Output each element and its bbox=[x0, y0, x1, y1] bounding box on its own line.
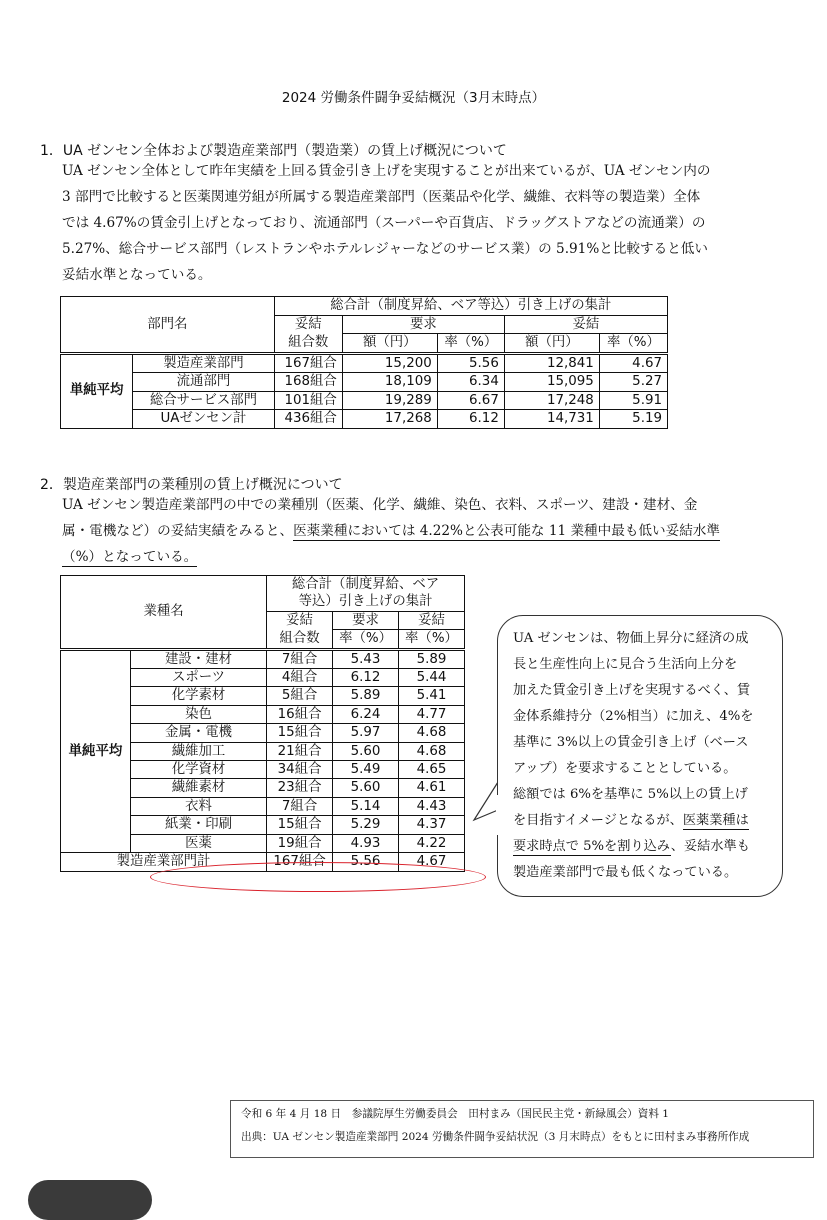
table-cell-req-rate: 6.34 bbox=[437, 373, 504, 392]
callout-line: アップ）を要求することとしている。 bbox=[513, 761, 737, 776]
table-cell-req-rate: 5.14 bbox=[333, 797, 399, 815]
highlight-ellipse bbox=[150, 862, 486, 892]
table-cell-set-rate: 4.77 bbox=[399, 705, 465, 723]
group-label: 単純平均 bbox=[61, 649, 131, 852]
table-cell-industry-highlight: 医薬 bbox=[130, 834, 266, 852]
section2-line3-underlined: （%）となっている。 bbox=[62, 549, 198, 565]
table-cell-dept: 総合サービス部門 bbox=[133, 391, 274, 410]
section2-line2-plain: 属・電機など）の妥結実績をみると、 bbox=[62, 523, 294, 539]
section1-paragraph bbox=[62, 158, 710, 288]
table-cell-count: 101組合 bbox=[274, 391, 342, 410]
settled-rate-header: 率（%） bbox=[399, 630, 465, 649]
request-header: 要求 bbox=[342, 315, 504, 334]
section2-line: UA ゼンセン製造産業部門の中での業種別（医薬、化学、繊維、染色、衣料、スポーツ、建設・建材、金 bbox=[62, 497, 698, 513]
callout-line8-underlined: 医薬業種は bbox=[682, 813, 749, 828]
table-cell-count: 23組合 bbox=[267, 779, 333, 797]
table-cell-set-rate: 5.44 bbox=[399, 669, 465, 687]
union-count-header: 組合数 bbox=[267, 630, 333, 649]
section2-line2-underlined: 医薬業種においては 4.22%と公表可能な 11 業種中最も低い妥結水準 bbox=[293, 523, 720, 539]
industry-table bbox=[60, 575, 465, 872]
total-count: 167組合 bbox=[267, 853, 333, 871]
table-cell-set-rate: 5.91 bbox=[599, 391, 667, 410]
table-cell-set-rate: 5.27 bbox=[599, 373, 667, 392]
request-amount-header: 額（円） bbox=[342, 334, 437, 354]
table-cell-count: 4組合 bbox=[267, 669, 333, 687]
table-cell-count: 21組合 bbox=[267, 742, 333, 760]
table-cell-set-rate: 5.19 bbox=[599, 410, 667, 429]
callout-text bbox=[513, 626, 773, 886]
table-cell-count: 168組合 bbox=[274, 373, 342, 392]
table-cell-set-rate: 5.41 bbox=[399, 687, 465, 705]
table-cell-count: 436組合 bbox=[274, 410, 342, 429]
industry-name-header: 業種名 bbox=[61, 576, 267, 650]
callout-line bbox=[513, 834, 773, 860]
department-summary-table bbox=[60, 296, 668, 429]
table-cell-req-amount: 15,200 bbox=[342, 353, 437, 373]
table-cell-req-rate: 6.67 bbox=[437, 391, 504, 410]
table2-group-header-2: 等込）引き上げの集計 bbox=[267, 593, 465, 611]
table-cell-req-rate: 5.56 bbox=[437, 353, 504, 373]
section2-heading: 2．製造産業部門の業種別の賃上げ概況について bbox=[40, 477, 343, 493]
table-cell-count: 19組合 bbox=[267, 834, 333, 852]
table-cell-set-amount: 14,731 bbox=[504, 410, 599, 429]
group-label: 単純平均 bbox=[61, 353, 133, 428]
callout-pointer-mask bbox=[490, 795, 502, 835]
table-cell-req-amount: 18,109 bbox=[342, 373, 437, 392]
settled-count-header: 妥結 bbox=[274, 315, 342, 334]
table-cell-industry: 化学素材 bbox=[130, 687, 266, 705]
table-cell-industry: スポーツ bbox=[130, 669, 266, 687]
section1-line: 3 部門で比較すると医薬関連労組が所属する製造産業部門（医薬品や化学、繊維、衣料等の製造業）全体 bbox=[62, 189, 701, 205]
table-cell-req-amount: 17,268 bbox=[342, 410, 437, 429]
callout-line9-plain: 、妥結水準も bbox=[670, 839, 750, 854]
settled-amount-header: 額（円） bbox=[504, 334, 599, 354]
table-cell-industry: 化学資材 bbox=[130, 761, 266, 779]
table-cell-req-rate: 5.60 bbox=[333, 742, 399, 760]
footer-box bbox=[230, 1100, 814, 1158]
table-cell-req-rate: 6.24 bbox=[333, 705, 399, 723]
section1-heading: 1．UA ゼンセン全体および製造産業部門（製造業）の賃上げ概況について bbox=[40, 143, 507, 159]
table-cell-set-amount: 17,248 bbox=[504, 391, 599, 410]
table-cell-set-rate: 4.67 bbox=[599, 353, 667, 373]
table-cell-set-amount: 12,841 bbox=[504, 353, 599, 373]
callout-line9-underlined: 要求時点で 5%を割り込み bbox=[513, 839, 671, 854]
callout-line: UA ゼンセンは、物価上昇分に経済の成 bbox=[513, 631, 749, 646]
request-rate-header: 率（%） bbox=[437, 334, 504, 354]
table-cell-count: 5組合 bbox=[267, 687, 333, 705]
table-cell-dept: UAゼンセン計 bbox=[133, 410, 274, 429]
table-cell-count: 7組合 bbox=[267, 797, 333, 815]
table-cell-count: 167組合 bbox=[274, 353, 342, 373]
request-rate-header: 率（%） bbox=[333, 630, 399, 649]
table-cell-set-rate: 4.68 bbox=[399, 742, 465, 760]
table-cell-industry: 金属・電機 bbox=[130, 724, 266, 742]
total-row-label: 製造産業部門計 bbox=[61, 853, 267, 871]
callout-line: 金体系維持分（2%相当）に加え、4%を bbox=[513, 709, 754, 724]
callout-line: 基準に 3%以上の賃金引き上げ（ベース bbox=[513, 735, 749, 750]
table-cell-count: 7組合 bbox=[267, 649, 333, 668]
table-cell-set-amount: 15,095 bbox=[504, 373, 599, 392]
settled-rate-header: 率（%） bbox=[599, 334, 667, 354]
footer-line: 出典：UA ゼンセン製造産業部門 2024 労働条件闘争妥結状況（3 月末時点）をもとに田村まみ事務所作成 bbox=[241, 1131, 750, 1143]
settled-header: 妥結 bbox=[504, 315, 667, 334]
total-set-rate: 4.67 bbox=[399, 853, 465, 871]
table-cell-req-rate: 6.12 bbox=[437, 410, 504, 429]
table-cell-industry: 建設・建材 bbox=[130, 649, 266, 668]
table-cell-dept: 製造産業部門 bbox=[133, 353, 274, 373]
section2-line bbox=[62, 544, 720, 570]
callout-line bbox=[513, 808, 773, 834]
table-cell-set-rate: 4.65 bbox=[399, 761, 465, 779]
table-cell-count: 34組合 bbox=[267, 761, 333, 779]
section2-paragraph bbox=[62, 492, 720, 570]
dept-name-header: 部門名 bbox=[61, 297, 275, 354]
callout-line: 加えた賃金引き上げを実現するべく、賃 bbox=[513, 683, 751, 698]
table-cell-req-rate: 5.43 bbox=[333, 649, 399, 668]
table-cell-set-rate: 4.43 bbox=[399, 797, 465, 815]
table-cell-industry: 繊維加工 bbox=[130, 742, 266, 760]
footer-line: 令和 6 年 4 月 18 日 参議院厚生労働委員会 田村まみ（国民民主党・新緑風会）資料 1 bbox=[241, 1108, 670, 1120]
table-cell-set-rate: 4.22 bbox=[399, 834, 465, 852]
table-cell-req-rate: 5.89 bbox=[333, 687, 399, 705]
table-cell-set-rate: 5.89 bbox=[399, 649, 465, 668]
section2-line bbox=[62, 518, 720, 544]
table1-group-header: 総合計（制度昇給、ベア等込）引き上げの集計 bbox=[274, 297, 667, 316]
table-cell-req-amount: 19,289 bbox=[342, 391, 437, 410]
callout-line: 製造産業部門で最も低くなっている。 bbox=[513, 865, 738, 880]
section1-line: 5.27%、総合サービス部門（レストランやホテルレジャーなどのサービス業）の 5.91%と比較すると低い bbox=[62, 241, 708, 257]
scroll-overlay bbox=[28, 1180, 152, 1220]
table-cell-dept: 流通部門 bbox=[133, 373, 274, 392]
page-title: 2024 労働条件闘争妥結概況（3月末時点） bbox=[281, 90, 546, 106]
section1-line: では 4.67%の賃金引上げとなっており、流通部門（スーパーや百貨店、ドラッグストアなどの流通業）の bbox=[62, 215, 706, 231]
table-cell-count: 15組合 bbox=[267, 724, 333, 742]
table-cell-industry: 繊維素材 bbox=[130, 779, 266, 797]
table-cell-req-rate: 5.97 bbox=[333, 724, 399, 742]
table-cell-count: 15組合 bbox=[267, 816, 333, 834]
section1-line: 妥結水準となっている。 bbox=[62, 267, 212, 283]
callout-line: 総額では 6%を基準に 5%以上の賃上げ bbox=[513, 787, 748, 802]
union-count-header: 組合数 bbox=[274, 334, 342, 354]
table-cell-req-rate: 6.12 bbox=[333, 669, 399, 687]
request-header: 要求 bbox=[333, 611, 399, 629]
table-cell-req-rate: 4.93 bbox=[333, 834, 399, 852]
table-cell-set-rate: 4.61 bbox=[399, 779, 465, 797]
table-cell-set-rate: 4.37 bbox=[399, 816, 465, 834]
callout-line8-plain: を目指すイメージとなるが、 bbox=[513, 813, 683, 828]
table2-group-header-1: 総合計（制度昇給、ベア bbox=[267, 576, 465, 594]
section1-line: UA ゼンセン全体として昨年実績を上回る賃金引き上げを実現することが出来ているが、UA ゼンセン内の bbox=[62, 163, 711, 179]
settled-count-header: 妥結 bbox=[267, 611, 333, 629]
table-cell-industry: 染色 bbox=[130, 705, 266, 723]
total-req-rate: 5.56 bbox=[333, 853, 399, 871]
table-cell-req-rate: 5.49 bbox=[333, 761, 399, 779]
table-cell-req-rate: 5.60 bbox=[333, 779, 399, 797]
table-cell-req-rate: 5.29 bbox=[333, 816, 399, 834]
table-cell-count: 16組合 bbox=[267, 705, 333, 723]
callout-line: 長と生産性向上に見合う生活向上分を bbox=[513, 657, 738, 672]
table-cell-industry: 衣料 bbox=[130, 797, 266, 815]
settled-header: 妥結 bbox=[399, 611, 465, 629]
table-cell-set-rate: 4.68 bbox=[399, 724, 465, 742]
table-cell-industry: 紙業・印刷 bbox=[130, 816, 266, 834]
